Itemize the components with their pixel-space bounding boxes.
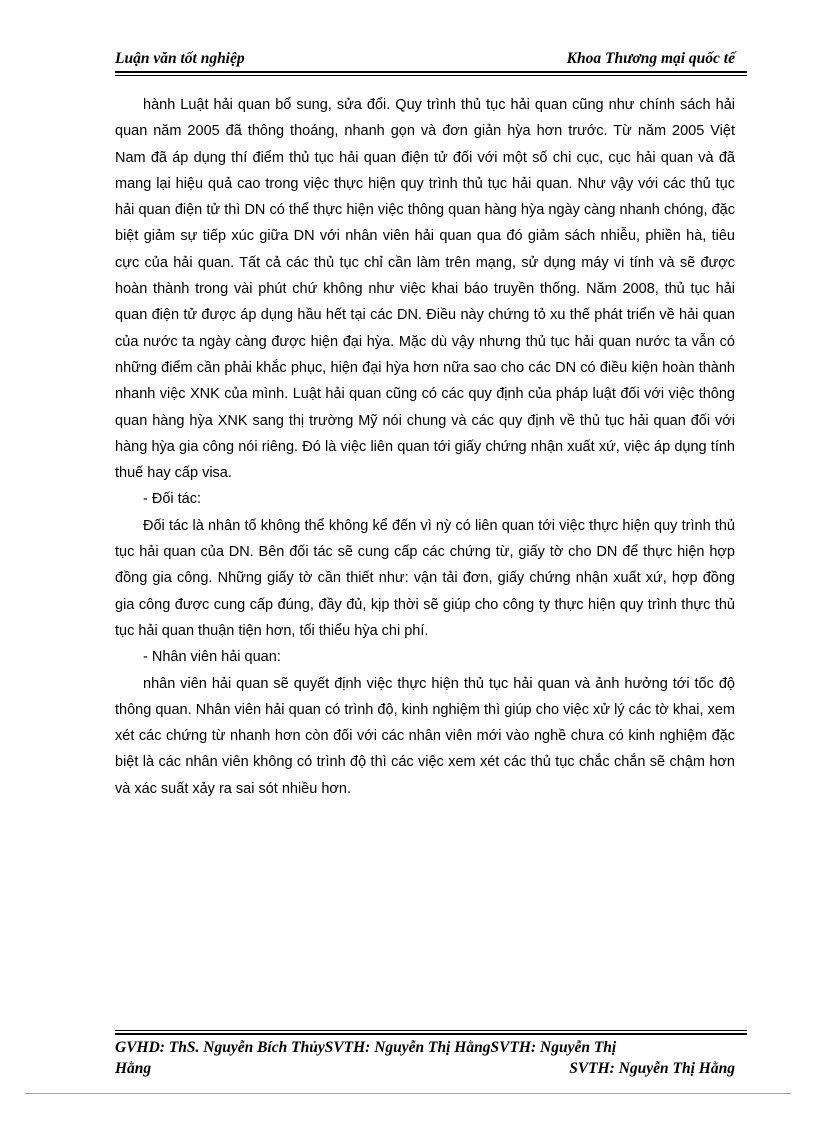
- page-body: [115, 92, 735, 802]
- header-faculty: Khoa Thương mại quốc tế: [566, 50, 735, 67]
- paragraph-customs-law: hành Luật hải quan bổ sung, sửa đổi. Quy trình thủ tục hải quan cũng như chính sách hải quan năm 2005 đã thông thoáng, nhanh gọn và đơn giản hỳa hơn trước. Từ năm 2005 Việt Nam đã áp dụng thí điểm thủ tục hải quan điện tử đối với một số chi cục, cục hải quan và đã mang lại hiệu quả cao trong việc thực hiện quy trình thủ tục hải quan. Như vậy với các thủ tục hải quan điện tử thì DN có thể thực hiện việc thông quan hàng hỳa ngày càng nhanh chóng, đặc biệt giảm sự tiếp xúc giữa DN với nhân viên hải quan qua đó giảm sách nhiễu, phiền hà, tiêu cực của hải quan. Tất cả các thủ tục chỉ cần làm trên mạng, sử dụng máy vi tính và sẽ được hoàn thành trong vài phút chứ không như việc khai báo truyền thống. Năm 2008, thủ tục hải quan điện tử được áp dụng hầu hết tại các DN. Điều này chứng tỏ xu thế phát triển về hải quan của nước ta ngày càng được hiện đại hỳa. Mặc dù vậy nhưng thủ tục hải quan nước ta vẫn có những điểm cần phải khắc phục, hiện đại hỳa hơn nữa sao cho các DN có điều kiện hoàn thành nhanh việc XNK của mình. Luật hải quan cũng có các quy định của pháp luật đối với việc thông quan hàng hỳa XNK sang thị trường Mỹ nói chung và các quy định về thủ tục hải quan đối với hàng hỳa gia công nói riêng. Đó là việc liên quan tới giấy chứng nhận xuất xứ, việc áp dụng tính thuế hay cấp visa.: [115, 97, 735, 482]
- header-rule-thick: [115, 71, 747, 73]
- footer-rule-thick: [115, 1033, 747, 1035]
- paragraph-customs-staff: nhân viên hải quan sẽ quyết định việc thực hiện thủ tục hải quan và ảnh hưởng tới tốc độ thông quan. Nhân viên hải quan có trình độ, kinh nghiệm thì giúp cho việc xử lý các tờ khai, xem xét các chứng từ nhanh hơn còn đối với các nhân viên mới vào nghề chưa có kinh nghiệm đặc biệt là các nhân viên không có trình độ thì các việc xem xét các thủ tục chắc chắn sẽ chậm hơn và xác suất xảy ra sai sót nhiều hơn.: [115, 675, 735, 797]
- page-bottom-edge: [25, 1093, 791, 1094]
- header-thesis-title: Luận văn tốt nghiệp: [115, 50, 245, 67]
- page-footer: [115, 1037, 735, 1079]
- heading-partner: - Đối tác:: [143, 491, 202, 508]
- footer-line-1: GVHD: ThS. Nguyễn Bích ThủySVTH: Nguyễn Thị HằngSVTH: Nguyễn Thị: [115, 1039, 617, 1056]
- footer-line-2-left: Hằng: [115, 1060, 152, 1077]
- header-rule-thin: [115, 75, 747, 76]
- paragraph-partner: Đối tác là nhân tố không thể không kể đến vì nỳ có liên quan tới việc thực hiện quy trình thủ tục hải quan của DN. Bên đối tác sẽ cung cấp các chứng từ, giấy tờ cho DN để thực hiện hợp đồng gia công. Những giấy tờ cần thiết như: vận tải đơn, giấy chứng nhận xuất xứ, hợp đồng gia công được cung cấp đúng, đầy đủ, kịp thời sẽ giúp cho công ty thực hiện quy trình thực thủ tục hải quan thuận tiện hơn, tối thiểu hỳa chi phí.: [115, 517, 735, 639]
- heading-customs-staff: - Nhân viên hải quan:: [143, 649, 281, 666]
- footer-line-2-right: SVTH: Nguyễn Thị Hằng: [569, 1060, 735, 1077]
- page-header: [115, 46, 735, 72]
- footer-rule-thin: [115, 1030, 747, 1031]
